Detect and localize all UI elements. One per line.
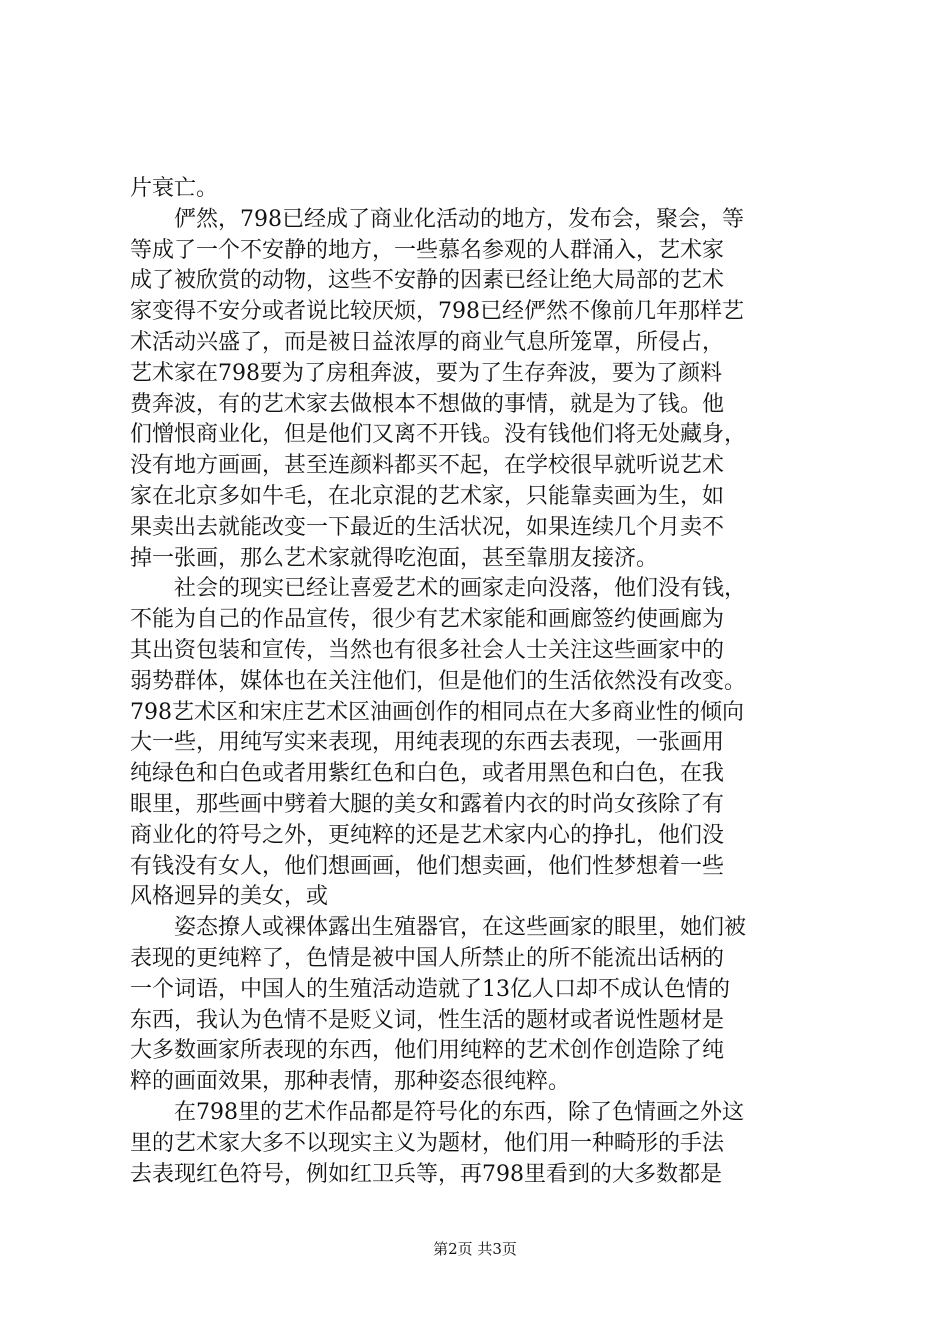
paragraph-first-line: 社会的现实已经让喜爱艺术的画家走向没落，他们没有钱， — [174, 576, 747, 602]
text-line: 里的艺术家大多不以现实主义为题材，他们用一种畸形的手法 — [130, 1130, 725, 1156]
text-line: 家在北京多如牛毛，在北京混的艺术家，只能靠卖画为生，如 — [130, 483, 725, 509]
text-line: 果卖出去就能改变一下最近的生活状况，如果连续几个月卖不 — [130, 514, 725, 540]
text-line: 掉一张画，那么艺术家就得吃泡面，甚至靠朋友接济。 — [130, 545, 659, 571]
text-line: 去表现红色符号，例如红卫兵等，再798里看到的大多数都是 — [130, 1161, 722, 1187]
text-line: 术活动兴盛了，而是被日益浓厚的商业气息所笼罩，所侵占， — [130, 329, 725, 355]
text-line: 眼里，那些画中劈着大腿的美女和露着内衣的时尚女孩除了有 — [130, 791, 725, 817]
text-line: 成了被欣赏的动物，这些不安静的因素已经让绝大局部的艺术 — [130, 268, 725, 294]
text-line: 费奔波，有的艺术家去做根本不想做的事情，就是为了钱。他 — [130, 391, 725, 417]
text-line: 没有地方画画，甚至连颜料都买不起，在学校很早就听说艺术 — [130, 453, 725, 479]
paragraph-first-line: 姿态撩人或裸体露出生殖器官，在这些画家的眼里，她们被 — [174, 915, 747, 941]
text-line: 表现的更纯粹了，色情是被中国人所禁止的所不能流出话柄的 — [130, 945, 725, 971]
page-number-footer: 第2页 共3页 — [433, 1240, 517, 1258]
text-line: 们憎恨商业化，但是他们又离不开钱。没有钱他们将无处藏身， — [130, 422, 747, 448]
text-line: 有钱没有女人，他们想画画，他们想卖画，他们性梦想着一些 — [130, 853, 725, 879]
paragraph-first-line: 俨然，798已经成了商业化活动的地方，发布会，聚会，等 — [174, 206, 744, 232]
text-line: 798艺术区和宋庄艺术区油画创作的相同点在大多商业性的倾向 — [130, 699, 744, 725]
text-line: 片衰亡。 — [130, 176, 219, 201]
text-line: 风格迥异的美女，或 — [130, 884, 329, 910]
text-line: 不能为自己的作品宣传，很少有艺术家能和画廊签约使画廊为 — [130, 607, 725, 633]
text-line: 商业化的符号之外，更纯粹的还是艺术家内心的挣扎，他们没 — [130, 822, 725, 848]
text-line: 家变得不安分或者说比较厌烦，798已经俨然不像前几年那样艺 — [130, 299, 744, 325]
paragraph-first-line: 在798里的艺术作品都是符号化的东西，除了色情画之外这 — [174, 1099, 744, 1125]
text-line: 东西，我认为色情不是贬义词，性生活的题材或者说性题材是 — [130, 1007, 725, 1033]
text-line: 其出资包装和宣传，当然也有很多社会人士关注这些画家中的 — [130, 637, 725, 663]
text-line: 等成了一个不安静的地方，一些慕名参观的人群涌入，艺术家 — [130, 237, 725, 263]
document-body — [130, 174, 850, 1190]
text-line: 艺术家在798要为了房租奔波，要为了生存奔波，要为了颜料 — [130, 360, 722, 386]
text-line: 弱势群体，媒体也在关注他们，但是他们的生活依然没有改变。 — [130, 668, 747, 694]
text-line: 粹的画面效果，那种表情，那种姿态很纯粹。 — [130, 1069, 571, 1095]
text-line: 纯绿色和白色或者用紫红色和白色，或者用黑色和白色，在我 — [130, 761, 725, 787]
text-line: 大多数画家所表现的东西，他们用纯粹的艺术创作创造除了纯 — [130, 1038, 725, 1064]
text-line: 一个词语，中国人的生殖活动造就了13亿人口却不成认色情的 — [130, 976, 730, 1002]
text-line: 大一些，用纯写实来表现，用纯表现的东西去表现，一张画用 — [130, 730, 725, 756]
